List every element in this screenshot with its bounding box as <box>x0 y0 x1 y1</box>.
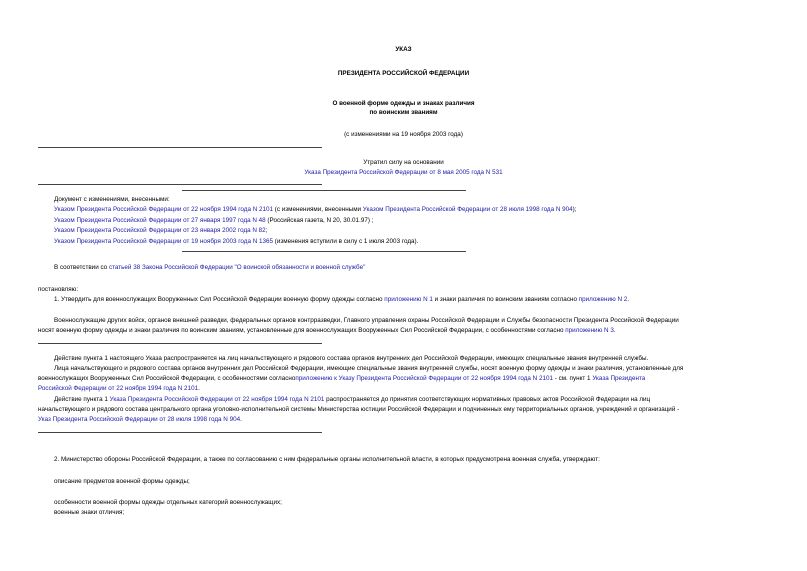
point-2: 2. Министерство обороны Российской Федерации, а также по согласованию с ним федеральные органы исполнительной власти, в которых предусмотрена военная служба, утверждают: <box>54 456 600 463</box>
decree-title: УКАЗ <box>395 46 412 53</box>
amendment-line-1 <box>54 206 577 214</box>
appendix-1-link[interactable]: приложению N 1 <box>384 296 433 303</box>
divider <box>38 432 322 433</box>
paragraph-text: - см. пункт 1 <box>552 375 593 382</box>
paragraph-text: . <box>613 327 616 334</box>
paragraph-other-troops-1: Военнослужащие других войск, органов внешней разведки, федеральных органов контрразведки, Главного управления охраны Российской Федерации и Службы безопасности Президента Российской Федерации <box>54 317 679 324</box>
amendment-link[interactable]: Указом Президента Российской Федерации от 23 января 2002 года N 82 <box>54 227 266 234</box>
basis-paragraph <box>54 264 365 272</box>
justice-line3 <box>38 416 242 424</box>
basis-text: В соответствии со <box>54 264 109 271</box>
appendix-2-link[interactable]: приложению N 2 <box>578 296 628 303</box>
justice-line1 <box>54 396 650 404</box>
paragraph-text: распространяется до принятия соответствующих нормативных правовых актов Российской Федерации на лиц <box>324 396 651 403</box>
point-2-item-1: описание предметов военной формы одежды; <box>54 478 190 485</box>
paragraph-text: Действие пункта 1 <box>54 396 110 403</box>
amendment-text: ); <box>572 206 577 213</box>
amendment-link[interactable]: Указом Президента Российской Федерации от 19 ноября 2003 года N 1365 <box>54 238 274 245</box>
divider <box>182 190 466 191</box>
decree-link[interactable]: Указа Президента Российской Федерации от 22 ноября 1994 года N 2101 <box>109 396 325 403</box>
decree-word: постановляю: <box>38 286 79 293</box>
point-text: 1. Утвердить для военнослужащих Вооруженных Сил Российской Федерации военную форму одежды согласно <box>54 296 385 303</box>
justice-line2: начальствующего и рядового состава центрального органа уголовно-исполнительной системы Министерства юстиции Российской Федерации и подчиненных ему территориальных органов, учреждений и организаций - <box>38 406 680 413</box>
amendment-line-3 <box>54 227 267 235</box>
appendix-decree-link[interactable]: приложению к Указу Президента Российской Федерации от 22 ноября 1994 года N 2101 <box>295 375 553 382</box>
amendment-text: (с изменениями, внесенными <box>273 206 363 213</box>
point-2-item-3: военные знаки отличия; <box>54 509 125 516</box>
law-article-link[interactable]: статьей 38 Закона Российской Федерации "О воинской обязанности и военной службе" <box>108 264 366 271</box>
decree-link[interactable]: Российской Федерации от 22 ноября 1994 года N 2101 <box>38 385 199 392</box>
decree-subject-line1: О военной форме одежды и знаках различия <box>332 100 475 107</box>
amendments-intro: Документ с изменениями, внесенными: <box>54 196 170 203</box>
amendment-link[interactable]: Указом Президента Российской Федерации от 28 июля 1998 года N 904 <box>362 206 573 213</box>
paragraph-text: военнослужащих Вооруженных Сил Российской Федерации, с особенностями согласно <box>38 375 296 382</box>
point-1 <box>54 296 629 304</box>
appendix-3-link[interactable]: приложению N 3 <box>565 327 614 334</box>
paragraph-text: носят военную форму одежды и знаки различия по воинским званиям, установленные для военнослужащих Вооруженных Сил Российской Федерации, с особенностями согласно <box>38 327 566 334</box>
decree-subject-line2: по воинским званиям <box>369 109 438 116</box>
amendment-line-2 <box>54 217 373 225</box>
divider <box>182 251 466 252</box>
internal-affairs-line4 <box>38 385 200 393</box>
paragraph-text: . <box>198 385 200 392</box>
amendment-link[interactable]: Указом Президента Российской Федерации от 27 января 1997 года N 48 <box>54 217 266 224</box>
amendment-line-4 <box>54 238 418 246</box>
point-2-item-2: особенности военной формы одежды отдельных категорий военнослужащих; <box>54 499 282 506</box>
internal-affairs-line1: Действие пункта 1 настоящего Указа распространяется на лиц начальствующего и рядового состава органов внутренних дел Российской Федерации, имеющих специальные звания внутренней службы. <box>54 355 649 362</box>
internal-affairs-line2: Лица начальствующего и рядового состава органов внутренних дел Российской Федерации, имеющие специальные звания внутренней службы, носят военную форму одежды и знаки различия, установленные для <box>54 365 684 372</box>
void-basis-link[interactable]: Указа Президента Российской Федерации от 8 мая 2005 года N 531 <box>304 169 503 176</box>
decree-904-link[interactable]: Указ Президента Российской Федерации от 28 июля 1998 года N 904 <box>38 416 241 423</box>
amendment-text: (изменения вступили в силу с 1 июля 2003 года). <box>273 238 419 245</box>
amendment-text: ; <box>265 227 268 234</box>
decree-issuer: ПРЕЗИДЕНТА РОССИЙСКОЙ ФЕДЕРАЦИИ <box>337 70 470 77</box>
amendment-note: (с изменениями на 19 ноября 2003 года) <box>344 131 463 138</box>
paragraph-text: . <box>240 416 242 423</box>
divider <box>38 184 322 185</box>
amendment-link[interactable]: Указом Президента Российской Федерации от 22 ноября 1994 года N 2101 <box>54 206 274 213</box>
divider <box>38 343 322 344</box>
decree-link[interactable]: Указа Президента <box>592 375 646 382</box>
internal-affairs-line3 <box>38 375 645 383</box>
paragraph-other-troops-2 <box>38 327 616 335</box>
void-notice: Утратил силу на основании <box>363 159 444 166</box>
point-text: . <box>627 296 630 303</box>
divider <box>38 147 322 148</box>
point-text: и знаки различия по воинским званиям согласно <box>432 296 579 303</box>
amendment-text: (Российская газета, N 20, 30.01.97) ; <box>265 217 374 224</box>
